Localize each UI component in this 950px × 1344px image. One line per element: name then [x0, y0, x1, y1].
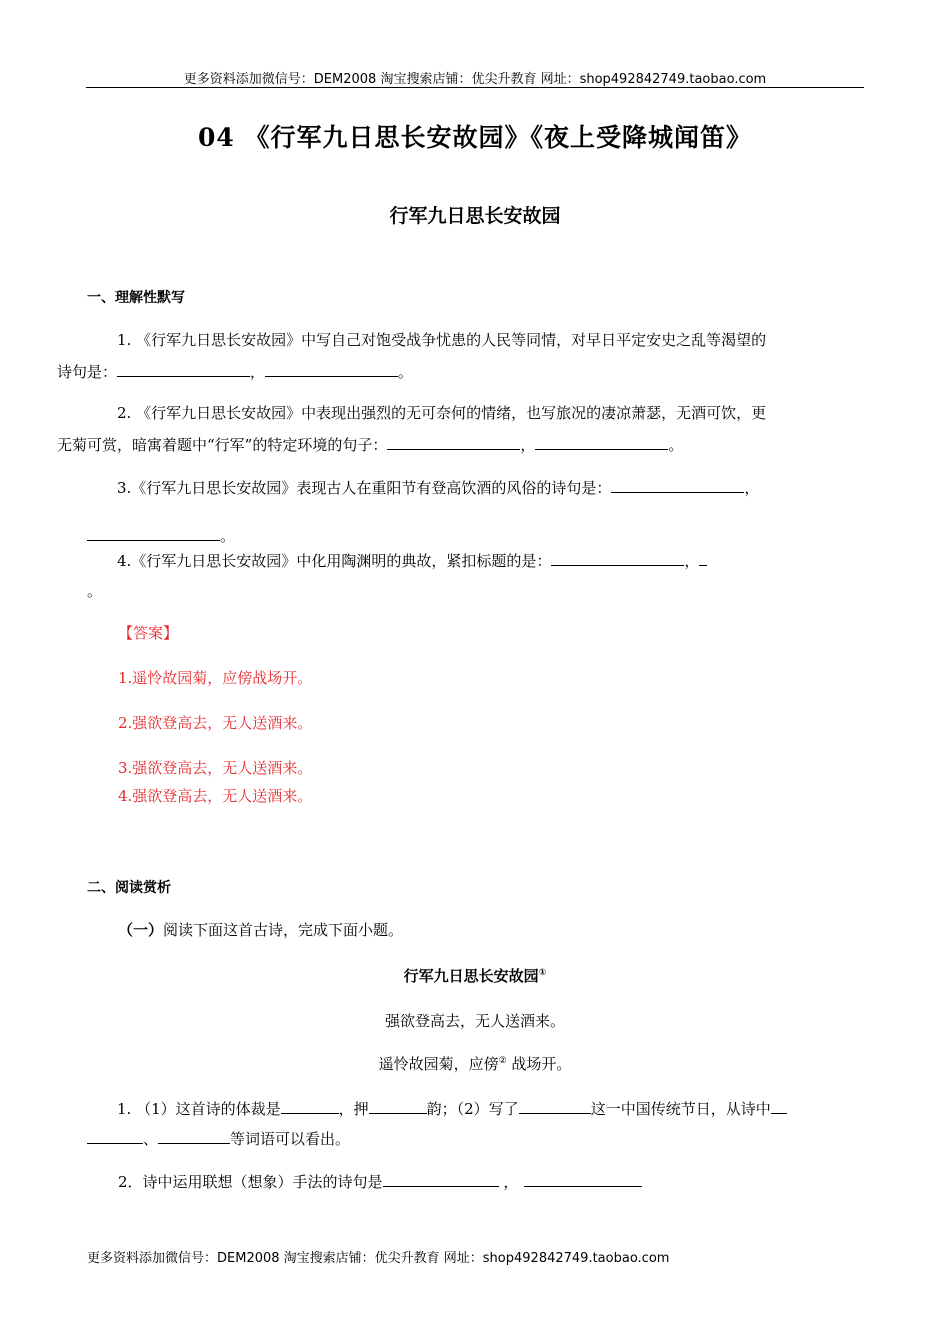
poem-subtitle: 行军九日思长安故园: [389, 205, 561, 227]
question-4: [87, 545, 862, 577]
reading-q1-text: 这一中国传统节日，从诗中: [590, 1100, 771, 1118]
answer-blank[interactable]: [383, 1172, 499, 1187]
answer-blank[interactable]: [771, 1099, 787, 1114]
reading-sub-label: （一）: [118, 921, 164, 939]
punctuation: 。: [398, 363, 414, 381]
document-title: 04 《行军九日思长安故园》《夜上受降城闻笛》: [198, 123, 752, 152]
answer-blank[interactable]: [265, 362, 398, 377]
poem-line-2: [0, 1053, 950, 1074]
punctuation: 。: [668, 436, 684, 454]
answer-blank[interactable]: [611, 478, 744, 493]
punctuation: ，: [250, 363, 266, 381]
reading-q1-text: 韵；（2）写了: [426, 1100, 519, 1118]
answer-blank[interactable]: [535, 435, 668, 450]
page-footer: 更多资料添加微信号：DEM2008 淘宝搜索店铺：优尖升教育 网址：shop492842749.taobao.com: [87, 1251, 670, 1266]
question-2: [57, 397, 862, 461]
punctuation: ，: [520, 436, 536, 454]
question-3-text: 3.《行军九日思长安故园》表现古人在重阳节有登高饮酒的风俗的诗句是：: [117, 479, 612, 497]
answer-blank[interactable]: [699, 551, 707, 566]
punctuation: 。: [220, 527, 236, 545]
question-3: [87, 472, 862, 504]
answer-label: 【答案】: [118, 624, 179, 642]
reading-q1-text: ，押: [338, 1100, 369, 1118]
punctuation: ，: [684, 552, 700, 570]
question-1-text: 1. 《行军九日思长安故园》中写自己对饱受战争忧患的人民等同情，对早日平定安史之乱等渴望的: [117, 331, 767, 349]
reading-q1-text: 等词语可以看出。: [230, 1130, 351, 1148]
answer-blank[interactable]: [158, 1129, 230, 1144]
poem-line-2-b: 战场开。: [506, 1055, 572, 1073]
answer-blank[interactable]: [519, 1099, 591, 1114]
poem-line-2-a: 遥怜故园菊，应傍: [378, 1055, 499, 1073]
reading-instruction: [118, 919, 403, 940]
answer-blank[interactable]: [387, 435, 520, 450]
answer-3: 3.强欲登高去，无人送酒来。: [118, 759, 313, 777]
footnote-mark: ①: [538, 968, 547, 978]
answer-blank[interactable]: [281, 1099, 339, 1114]
reading-q1-text: 1. （1）这首诗的体裁是: [117, 1100, 281, 1118]
question-2-text: 2. 《行军九日思长安故园》中表现出强烈的无可奈何的情绪，也写旅况的凄凉萧瑟，无酒可饮，更: [117, 404, 767, 422]
question-2-line2: 无菊可赏，暗寓着题中“行军”的特定环境的句子：: [57, 436, 388, 454]
reading-question-2: [118, 1168, 642, 1196]
header-divider: [86, 87, 864, 88]
reading-q2-text: ，: [498, 1173, 519, 1191]
page-header: 更多资料添加微信号：DEM2008 淘宝搜索店铺：优尖升教育 网址：shop492842749.taobao.com: [183, 72, 767, 87]
answer-1: 1.遥怜故园菊，应傍战场开。: [118, 669, 313, 687]
reading-q1-text: 、: [143, 1130, 159, 1148]
poem-title: [0, 965, 950, 986]
reading-sub-text: 阅读下面这首古诗，完成下面小题。: [163, 921, 404, 939]
section-heading-reading: 二、阅读赏析: [87, 880, 171, 896]
answer-blank[interactable]: [87, 1129, 143, 1144]
reading-q2-text: 2．诗中运用联想（想象）手法的诗句是: [118, 1173, 383, 1191]
answer-blank[interactable]: [87, 526, 220, 541]
question-4-line2: [87, 575, 102, 607]
poem-title-text: 行军九日思长安故园: [403, 967, 539, 985]
footnote-mark: ②: [498, 1056, 507, 1066]
punctuation: 。: [87, 582, 103, 600]
answer-2: 2.强欲登高去，无人送酒来。: [118, 714, 313, 732]
answer-4: 4.强欲登高去，无人送酒来。: [118, 787, 313, 805]
question-4-text: 4.《行军九日思长安故园》中化用陶渊明的典故，紧扣标题的是：: [117, 552, 552, 570]
question-1: [57, 324, 862, 388]
section-heading-dictation: 一、理解性默写: [87, 290, 185, 306]
answer-blank[interactable]: [369, 1099, 427, 1114]
answer-blank[interactable]: [117, 362, 250, 377]
answer-blank[interactable]: [524, 1172, 642, 1187]
question-1-line2: 诗句是：: [57, 363, 118, 381]
reading-question-1: [87, 1093, 862, 1125]
reading-question-1-line2: [87, 1125, 350, 1153]
answer-blank[interactable]: [551, 551, 684, 566]
poem-line-1: 强欲登高去，无人送酒来。: [384, 1012, 565, 1030]
punctuation: ，: [744, 479, 760, 497]
